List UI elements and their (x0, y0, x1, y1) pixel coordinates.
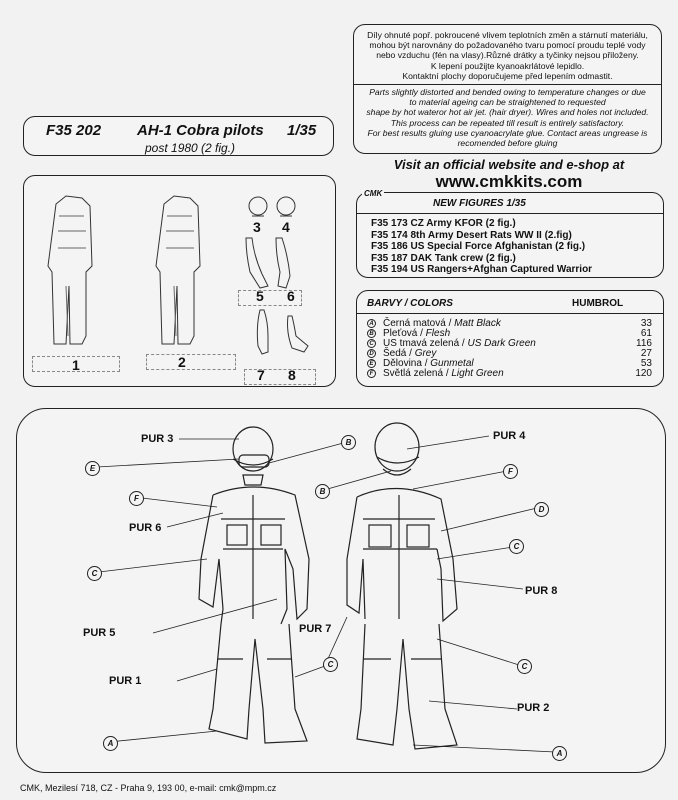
cmk-logo: CMK (364, 189, 383, 198)
part-number-7: 7 (257, 367, 265, 383)
title-box (23, 116, 334, 156)
part-number-1: 1 (72, 357, 80, 373)
humbrol-code: 61 (640, 328, 652, 339)
color-marker-c: C (87, 566, 102, 581)
color-row: F Světlá zelená / Light Green 120 (367, 369, 652, 379)
body-part-2-outline (156, 196, 200, 344)
right-pilot-figure (347, 423, 457, 749)
list-item: F35 186 US Special Force Afghanistan (2 fig.) (371, 241, 586, 252)
new-figures-box (356, 189, 664, 278)
website-link[interactable]: www.cmkkits.com (435, 172, 583, 191)
colors-box (356, 290, 664, 387)
list-item: F35 173 CZ Army KFOR (2 fig.) (371, 218, 516, 229)
arm-part-5 (246, 238, 268, 288)
notice-divider (354, 84, 661, 85)
footer-address: CMK, Mezilesí 718, CZ - Praha 9, 193 00, e-mail: cmk@mpm.cz (20, 783, 277, 793)
pur-3-callout: PUR 3 (141, 433, 174, 445)
pur-5-callout: PUR 5 (83, 627, 116, 639)
list-item: F35 174 8th Army Desert Rats WW II (2.fig) (371, 229, 572, 241)
kit-code: F35 202 (46, 122, 102, 139)
part-label-box-7-8 (244, 369, 316, 385)
arm-part-6 (276, 238, 290, 288)
notice-box (353, 24, 662, 154)
humbrol-code: 33 (640, 318, 652, 329)
color-marker-d: D (534, 502, 549, 517)
arm-part-8 (288, 316, 309, 352)
part-label-box-2 (146, 354, 236, 370)
color-marker-b: B (315, 484, 330, 499)
left-pilot-figure (199, 427, 309, 743)
color-marker-c: C (323, 657, 338, 672)
color-marker-f: F (503, 464, 518, 479)
colors-divider (357, 313, 663, 314)
color-letter: F (367, 369, 376, 378)
color-letter: D (367, 349, 376, 358)
part-number-8: 8 (288, 367, 296, 383)
color-marker-e: E (85, 461, 100, 476)
new-figures-divider (357, 213, 663, 214)
notice-english: Parts slightly distorted and bended owing to temperature changes or due to material ageing can be straightened to requested shape by hot wateror hot air jet. (hair dryer). Wires and holes not included. This process can be repeated till result is entirely satisfactory. For best results gluing use cyanoacrylate glue. Contact areas ungrease is recomended before gluing (366, 87, 649, 149)
pur-6-callout: PUR 6 (129, 522, 162, 534)
pur-7-callout: PUR 7 (299, 623, 332, 635)
part-number-6: 6 (287, 288, 295, 304)
color-marker-b: B (341, 435, 356, 450)
humbrol-code: 120 (635, 368, 652, 379)
pilot-figures-drawing (17, 409, 665, 772)
pur-4-callout: PUR 4 (493, 430, 526, 442)
head-part-4 (277, 197, 295, 215)
colors-heading: BARVY / COLORS (367, 298, 453, 309)
color-letter: C (367, 339, 376, 348)
part-number-2: 2 (178, 354, 186, 370)
color-marker-a: A (552, 746, 567, 761)
parts-box (23, 175, 336, 387)
visit-text: Visit an official website and e-shop at (393, 157, 625, 172)
pur-2-callout: PUR 2 (517, 702, 550, 714)
humbrol-heading: HUMBROL (572, 298, 624, 309)
color-marker-f: F (129, 491, 144, 506)
part-number-5: 5 (256, 288, 264, 304)
color-marker-a: A (103, 736, 118, 751)
color-row: E Dělovina / Gunmetal 53 (367, 359, 652, 369)
head-part-3 (249, 197, 267, 215)
humbrol-code: 116 (636, 338, 652, 349)
color-marker-c: C (517, 659, 532, 674)
body-part-1-outline (48, 196, 92, 344)
humbrol-code: 53 (640, 358, 652, 369)
list-item: F35 187 DAK Tank crew (2 fig.) (371, 252, 516, 264)
assembly-diagram (16, 408, 666, 773)
color-row: B Pleťová / Flesh 61 (367, 329, 652, 339)
notice-czech: Díly ohnuté popř. pokroucené vlivem teplotních změn a stárnutí materiálu, mohou být narovnány do požadovaného tvaru pomocí proudu teplé vody nebo vzduchu (fén na vlasy).Různé drátky a tyčinky nejsou přiloženy. K lepení použijte kyanoakrlátové lepidlo. Kontaktní plochy doporučujeme před lepením odmastit. (367, 30, 648, 81)
new-figures-heading: NEW FIGURES 1/35 (433, 198, 526, 209)
color-letter: A (367, 319, 376, 328)
kit-name: AH-1 Cobra pilots (137, 122, 264, 139)
new-figures-list (371, 218, 592, 276)
part-number-3: 3 (253, 219, 261, 235)
color-row: A Černá matová / Matt Black 33 (367, 319, 652, 329)
color-marker-c: C (509, 539, 524, 554)
pur-8-callout: PUR 8 (525, 585, 558, 597)
kit-scale: 1/35 (287, 122, 317, 139)
kit-subtitle: post 1980 (2 fig.) (145, 141, 236, 155)
color-letter: E (367, 359, 376, 368)
color-letter: B (367, 329, 376, 338)
humbrol-code: 27 (640, 348, 652, 359)
color-row: C US tmavá zelená / US Dark Green 116 (367, 339, 652, 349)
part-number-4: 4 (282, 219, 290, 235)
color-row: D Šedá / Grey 27 (367, 349, 652, 359)
arm-part-7 (257, 310, 268, 354)
list-item: F35 194 US Rangers+Afghan Captured Warrior (371, 264, 593, 275)
pur-1-callout: PUR 1 (109, 675, 142, 687)
